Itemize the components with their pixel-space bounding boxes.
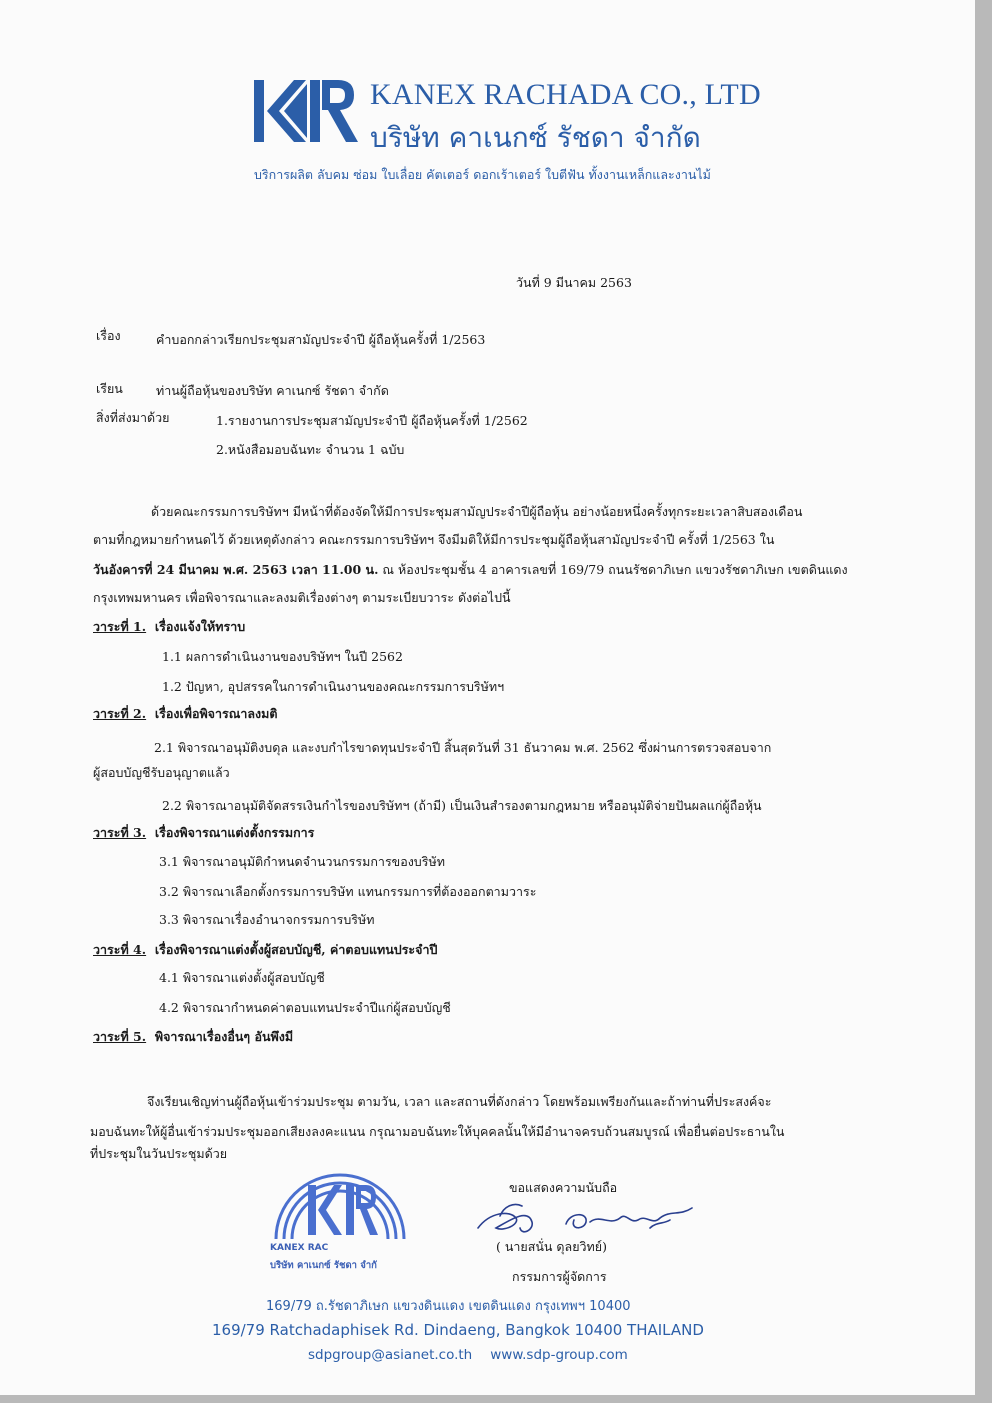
footer-address-en: 169/79 Ratchadaphisek Rd. Dindaeng, Bangkok 10400 THAILAND (212, 1321, 704, 1339)
closing-line: มอบฉันทะให้ผู้อื่นเข้าร่วมประชุมออกเสียงลงคะแนน กรุณามอบฉันทะให้บุคคลนั้นให้มีอำนาจครบถ้วนสมบูรณ์ เพื่อยื่นต่อประธานใน (90, 1124, 785, 1139)
letter-date: วันที่ 9 มีนาคม 2563 (516, 275, 632, 290)
footer-email[interactable]: sdpgroup@asianet.co.th (308, 1347, 473, 1363)
agenda-title: เรื่องแจ้งให้ทราบ (154, 619, 246, 634)
agenda-heading (93, 617, 245, 637)
recipient-text: ท่านผู้ถือหุ้นของบริษัท คาเนกซ์ รัชดา จำกัด (156, 383, 389, 398)
enclosure-item: 2.หนังสือมอบฉันทะ จำนวน 1 ฉบับ (216, 442, 405, 457)
company-stamp-icon (268, 1147, 412, 1247)
services-tagline: บริการผลิต ลับคม ซ่อม ใบเลื่อย คัตเตอร์ ดอกเร้าเตอร์ ใบตีฟัน ทั้งงานเหล็กและงานไม้ (254, 167, 711, 182)
agenda-item: 3.1 พิจารณาอนุมัติกำหนดจำนวนกรรมการของบริษัท (159, 854, 445, 869)
regards-text: ขอแสดงความนับถือ (509, 1180, 618, 1195)
stamp-text-th: บริษัท คาเนกซ์ รัชดา จำกั (270, 1260, 377, 1271)
agenda-label: วาระที่ 2. (93, 706, 147, 721)
agenda-heading (93, 823, 314, 843)
kr-logo-icon (254, 80, 358, 142)
agenda-title: เรื่องพิจารณาแต่งตั้งกรรมการ (154, 825, 315, 840)
agenda-heading (93, 940, 437, 960)
enclosures-label: สิ่งที่ส่งมาด้วย (96, 410, 170, 425)
agenda-title: เรื่องเพื่อพิจารณาลงมติ (154, 706, 278, 721)
stamp-text-en: KANEX RAC (270, 1243, 329, 1253)
footer-website[interactable]: www.sdp-group.com (490, 1347, 628, 1363)
meeting-datetime: วันอังคารที่ 24 มีนาคม พ.ศ. 2563 เวลา 11.00 น. (93, 562, 379, 577)
company-name-th: บริษัท คาเนกซ์ รัชดา จำกัด (370, 121, 701, 154)
signatory-position: กรรมการผู้จัดการ (512, 1269, 607, 1284)
agenda-label: วาระที่ 4. (93, 942, 147, 957)
agenda-label: วาระที่ 1. (93, 619, 147, 634)
agenda-item: 4.1 พิจารณาแต่งตั้งผู้สอบบัญชี (159, 970, 325, 985)
intro-line: ตามที่กฎหมายกำหนดไว้ ด้วยเหตุดังกล่าว คณะกรรมการบริษัทฯ จึงมีมติให้มีการประชุมผู้ถือหุ้นสามัญประจำปี ครั้งที่ 1/2563 ใน (93, 532, 775, 547)
company-name-en: KANEX RACHADA CO., LTD (370, 78, 761, 111)
agenda-label: วาระที่ 3. (93, 825, 147, 840)
closing-line: ที่ประชุมในวันประชุมด้วย (90, 1146, 228, 1161)
footer-contact (308, 1347, 628, 1363)
signatory-name: ( นายสนั่น ดุลยวิทย์) (496, 1239, 607, 1254)
agenda-item: 3.3 พิจารณาเรื่องอำนาจกรรมการบริษัท (159, 912, 375, 927)
agenda-item: 2.1 พิจารณาอนุมัติงบดุล และงบกำไรขาดทุนประจำปี สิ้นสุดวันที่ 31 ธันวาคม พ.ศ. 2562 ซึ่งผ่านการตรวจสอบจาก (154, 740, 772, 755)
intro-line (93, 560, 848, 580)
agenda-label: วาระที่ 5. (93, 1029, 147, 1044)
agenda-item: 2.2 พิจารณาอนุมัติจัดสรรเงินกำไรของบริษัทฯ (ถ้ามี) เป็นเงินสำรองตามกฎหมาย หรืออนุมัติจ่ายปันผลแก่ผู้ถือหุ้น (162, 798, 762, 813)
agenda-item: ผู้สอบบัญชีรับอนุญาตแล้ว (93, 765, 230, 780)
agenda-item: 4.2 พิจารณากำหนดค่าตอบแทนประจำปีแก่ผู้สอบบัญชี (159, 1000, 451, 1015)
meeting-venue: ณ ห้องประชุมชั้น 4 อาคารเลขที่ 169/79 ถนนรัชดาภิเษก แขวงรัชดาภิเษก เขตดินแดง (378, 562, 848, 577)
agenda-heading (93, 704, 277, 724)
enclosure-item: 1.รายงานการประชุมสามัญประจำปี ผู้ถือหุ้นครั้งที่ 1/2562 (216, 413, 528, 428)
agenda-item: 3.2 พิจารณาเลือกตั้งกรรมการบริษัท แทนกรรมการที่ต้องออกตามวาระ (159, 884, 537, 899)
agenda-item: 1.2 ปัญหา, อุปสรรคในการดำเนินงานของคณะกรรมการบริษัทฯ (162, 679, 505, 694)
recipient-label: เรียน (96, 381, 123, 396)
closing-line: จึงเรียนเชิญท่านผู้ถือหุ้นเข้าร่วมประชุม ตามวัน, เวลา และสถานที่ดังกล่าว โดยพร้อมเพรียงกันและถ้าท่านที่ประสงค์จะ (147, 1094, 772, 1109)
footer-address-th: 169/79 ถ.รัชดาภิเษก แขวงดินแดง เขตดินแดง กรุงเทพฯ 10400 (266, 1299, 631, 1314)
intro-line: กรุงเทพมหานคร เพื่อพิจารณาและลงมติเรื่องต่างๆ ตามระเบียบวาระ ดังต่อไปนี้ (93, 590, 511, 605)
subject-text: คำบอกกล่าวเรียกประชุมสามัญประจำปี ผู้ถือหุ้นครั้งที่ 1/2563 (156, 332, 486, 347)
agenda-item: 1.1 ผลการดำเนินงานของบริษัทฯ ในปี 2562 (162, 649, 403, 664)
agenda-heading (93, 1027, 293, 1047)
agenda-title: เรื่องพิจารณาแต่งตั้งผู้สอบบัญชี, ค่าตอบแทนประจำปี (154, 942, 438, 957)
subject-label: เรื่อง (96, 328, 121, 343)
agenda-title: พิจารณาเรื่องอื่นๆ อันพึงมี (154, 1029, 294, 1044)
intro-line: ด้วยคณะกรรมการบริษัทฯ มีหน้าที่ต้องจัดให้มีการประชุมสามัญประจำปีผู้ถือหุ้น อย่างน้อยหนึ่งครั้งทุกระยะเวลาสิบสองเดือน (151, 504, 803, 519)
